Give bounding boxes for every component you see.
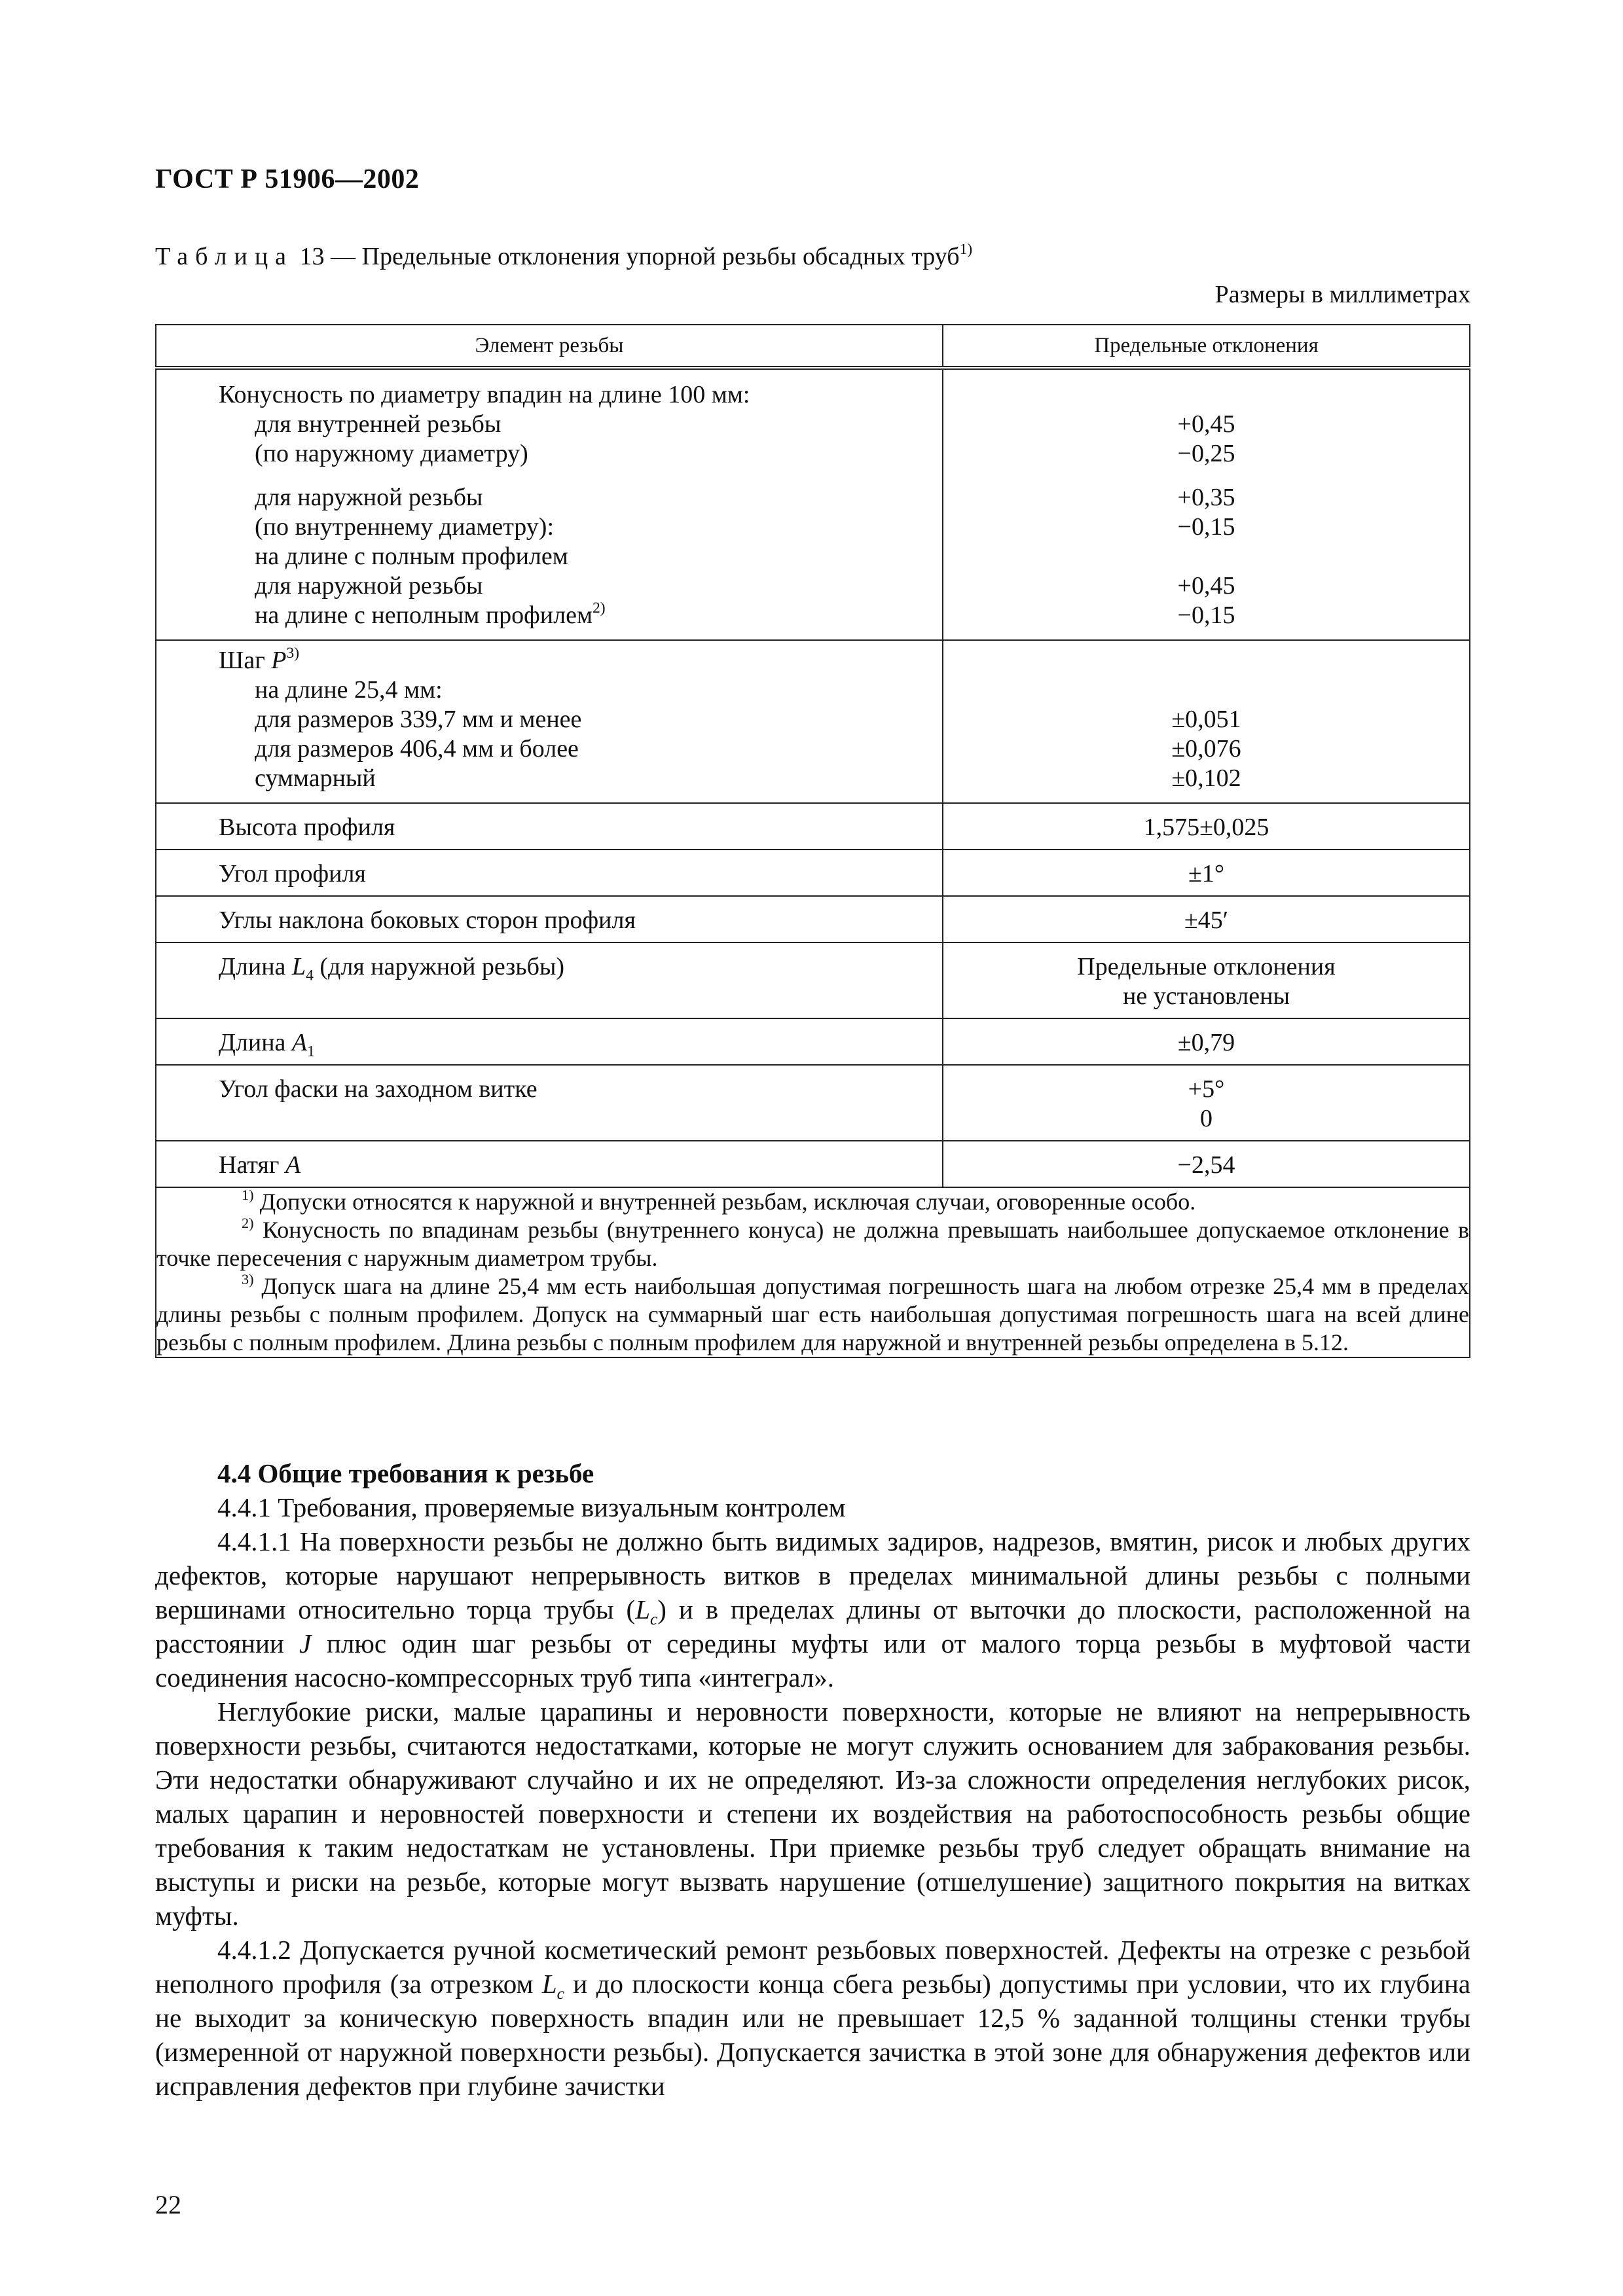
footnote-ref: 2) <box>593 600 606 617</box>
table-row <box>156 1065 1470 1141</box>
row-value: −2,54 <box>1177 1151 1235 1179</box>
row-value: ±0,076 <box>1171 735 1241 762</box>
table-row <box>156 1018 1470 1065</box>
footnote-ref: 3) <box>286 645 300 662</box>
footnote-2: $^{2)}$ Конусность по впадинам резьбы (внутреннего конуса) не должна превышать наибольшее допускаемое отклонение в точке пересечения с наружным диаметром трубы. <box>156 1214 1470 1271</box>
row-label: Угол профиля <box>219 860 366 888</box>
section-title: 4.4 Общие требования к резьбе <box>217 1458 594 1488</box>
row-label: Натяг A <box>219 1151 301 1179</box>
table-row <box>156 803 1470 850</box>
table-row <box>156 640 1470 803</box>
table-row <box>156 942 1470 1018</box>
table-caption-text: 13 — Предельные отклонения упорной резьбы обсадных труб <box>299 243 960 270</box>
row-label: (по внутреннему диаметру): <box>255 513 555 541</box>
row-value: +0,45 <box>1177 572 1235 600</box>
footnote-ref: 1) <box>959 241 973 258</box>
table-row <box>156 1141 1470 1187</box>
row-label: для внутренней резьбы <box>255 410 501 438</box>
row-label: Высота профиля <box>219 814 395 841</box>
table-caption-label: Таблица <box>155 243 294 270</box>
paragraph: 4.4.1.1 На поверхности резьбы не должно быть видимых задиров, надрезов, вмятин, рисок и любых других дефектов, которые нарушают непрерывность витков в пределах минимальной длины резьбы с полными вершинами относительно торца трубы $(L_c)$ и в пределах длины от выточки до плоскости, расположенной на расстоянии J плюс один шаг резьбы от середины муфты или от малого торца резьбы в муфтовой части соединения насосно-компрессорных труб типа «интеграл». <box>155 1526 1470 1693</box>
row-label: для размеров 339,7 мм и менее <box>255 706 582 733</box>
row-value: −0,15 <box>1177 513 1235 541</box>
page-number: 22 <box>155 2190 181 2219</box>
table-notes <box>156 1187 1470 1357</box>
row-label: Шаг $P^{3)}$ <box>219 645 300 674</box>
row-label: Длина $L_4$ (для наружной резьбы) <box>219 953 565 984</box>
row-value: ±0,79 <box>1177 1029 1235 1056</box>
table-row <box>156 896 1470 942</box>
paragraph: Неглубокие риски, малые царапины и неровности поверхности, которые не влияют на непрерывность поверхности резьбы, считаются недостатками, которые не могут служить основанием для забракования резьбы. Эти недостатки обнаруживают случайно и их не определяют. Из-за сложности определения неглубоких рисок, малых царапин и неровностей поверхности и степени их воздействия на работоспособность резьбы общие требования к таким недостаткам не установлены. При приемке резьбы труб следует обращать внимание на выступы и риски на резьбе, которые могут вызвать нарушение (отшелушение) защитного покрытия на витках муфты. <box>155 1696 1470 1931</box>
row-value: ±0,051 <box>1171 706 1241 733</box>
row-value: 0 <box>1200 1105 1213 1132</box>
table-units: Размеры в миллиметрах <box>1214 281 1470 308</box>
tolerance-table <box>155 324 1470 1358</box>
row-label: для размеров 406,4 мм и более <box>255 735 579 762</box>
table-header-row <box>156 325 1470 368</box>
row-value: ±1° <box>1188 860 1225 888</box>
row-value: +0,35 <box>1177 484 1235 511</box>
subsection-title: 4.4.1 Требования, проверяемые визуальным контролем <box>217 1492 846 1522</box>
row-value: +5° <box>1188 1075 1225 1103</box>
row-label: на длине с неполным профилем$^{2)}$ <box>255 600 606 629</box>
table-caption <box>155 242 972 271</box>
row-value: Предельные отклонения <box>1077 953 1336 980</box>
footnote-3: $^{3)}$ Допуск шага на длине 25,4 мм есть наибольшая допустимая погрешность шага на любом отрезке 25,4 мм в пределах длины резьбы с полным профилем. Допуск на суммарный шаг есть наибольшая допустимая погрешность шага на всей длине резьбы с полным профилем. Длина резьбы с полным профилем для наружной и внутренней резьбы определена в 5.12. <box>156 1270 1469 1355</box>
row-value: ±0,102 <box>1171 764 1241 792</box>
row-value: 1,575±0,025 <box>1143 814 1269 841</box>
row-value: ±45′ <box>1184 906 1229 934</box>
row-value: не установлены <box>1123 982 1290 1010</box>
table-notes-row <box>156 1187 1470 1357</box>
row-label: для наружной резьбы <box>255 572 483 600</box>
table-row <box>156 850 1470 896</box>
row-label: Угол фаски на заходном витке <box>219 1075 538 1103</box>
section-4-4 <box>155 1456 1470 2103</box>
row-label: Углы наклона боковых сторон профиля <box>219 906 636 934</box>
row-label: Длина $A_1$ <box>219 1029 315 1060</box>
row-label: для наружной резьбы <box>255 484 483 511</box>
row-value: +0,45 <box>1177 410 1235 438</box>
paragraph: 4.4.1.2 Допускается ручной косметический ремонт резьбовых поверхностей. Дефекты на отрезке с резьбой неполного профиля (за отрезком $L_c$ и до плоскости конца сбега резьбы) допустимы при условии, что их глубина не выходит за коническую поверхность впадин или не превышает 12,5 % заданной толщины стенки трубы (измеренной от наружной поверхности резьбы). Допускается зачистка в этой зоне для обнаружения дефектов или исправления дефектов при глубине зачистки <box>155 1935 1470 2101</box>
footnote-1: $^{1)}$ Допуски относятся к наружной и внутренней резьбам, исключая случаи, оговоренные особо. <box>242 1186 1196 1215</box>
column-header-element: Элемент резьбы <box>156 325 943 368</box>
row-value: −0,15 <box>1177 601 1235 629</box>
row-value: −0,25 <box>1177 440 1235 467</box>
table-row <box>156 368 1470 640</box>
row-label: Конусность по диаметру впадин на длине 100 мм: <box>219 381 750 408</box>
row-label: (по наружному диаметру) <box>255 440 528 467</box>
column-header-deviation: Предельные отклонения <box>943 325 1470 368</box>
document-code: ГОСТ Р 51906—2002 <box>155 164 420 194</box>
row-label: на длине 25,4 мм: <box>255 676 443 704</box>
row-label: суммарный <box>255 764 376 792</box>
row-label: на длине с полным профилем <box>255 543 568 570</box>
